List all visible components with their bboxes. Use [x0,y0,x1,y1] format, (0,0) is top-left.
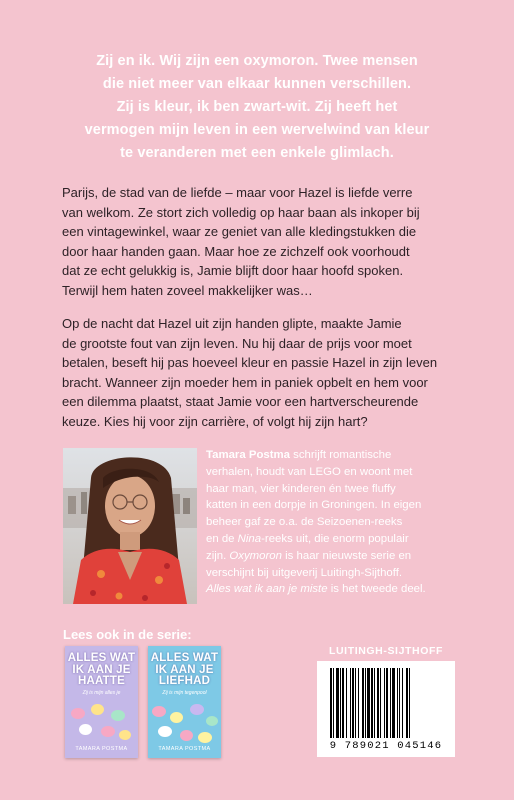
cover-author: TAMARA POSTMA [75,746,128,752]
blurb-line: keuze. Kies hij voor zijn carrière, of volgt hij zijn hart? [62,413,368,429]
candy-heart [198,732,212,743]
bio-text: en de [206,532,238,545]
publisher-name: LUITINGH-SIJTHOFF [328,645,444,657]
tagline-line: te veranderen met een enkele glimlach. [120,145,394,161]
blurb-line: de grootste fout van zijn leven. Nu hij daar de prijs voor moet [62,335,412,351]
bio-line: beheer gaf ze o.a. de Seizoenen-reeks [206,516,403,529]
bio-text: is het tweede deel. [327,583,426,596]
bio-line: haar man, vier kinderen én twee fluffy [206,482,396,495]
blurb-paragraph-1 [62,183,462,300]
author-bio [206,447,456,598]
bio-text: schrijft romantische [290,449,392,461]
blurb-line: een dilemma plaatst, staat Jamie voor een hartverscheurende [62,394,419,409]
author-photo-illustration [63,448,197,604]
bio-italic: Alles wat ik aan je miste [206,583,328,596]
bio-line [206,548,456,565]
blurb-line: dat ze echt gelukkig is, Jamie blijft door haar hoofd spoken. [62,263,404,278]
blurb-line: betalen, beseft hij pas hoeveel kleur en passie Hazel in zijn leven [62,355,438,370]
cover-title-line: LIEFHAD [158,675,211,687]
series-label: Lees ook in de serie: [63,627,192,642]
bio-line [206,447,456,464]
bio-italic: Nina [237,532,262,545]
candy-heart [101,726,115,737]
cover-title-line: IK AAN JE [155,663,214,676]
candy-heart [79,724,92,735]
cover-title-line: ALLES WAT [67,652,136,664]
blurb-line: bracht. Wanneer zijn moeder hem in paniek opbelt en hem voor [62,374,428,390]
author-photo [63,448,197,604]
bio-line: verhalen, houdt van LEGO en woont met [206,465,413,478]
blurb-line: door haar handen gaan. Maar hoe ze zichzelf ook voorhoudt [62,243,410,259]
bio-text: -reeks uit, die enorm populair [261,532,409,545]
cover-title [150,653,219,688]
blurb-line: Terwijl hem haten zoveel makkelijker was… [62,282,313,298]
barcode-bars [330,668,442,740]
candy-heart [170,712,183,723]
candy-heart [152,706,166,717]
blurb-line: een vintagewinkel, waar ze geniet van alle kledingstukken die [62,224,417,239]
cover-title [67,653,136,688]
bio-line [206,531,456,548]
tagline-line: Zij en ik. Wij zijn een oxymoron. Twee mensen [96,53,418,69]
bio-line [206,581,456,598]
tagline [60,50,454,165]
candy-heart [180,730,193,741]
blurb-line: Op de nacht dat Hazel uit zijn handen glipte, maakte Jamie [62,316,402,331]
tagline-line: vermogen mijn leven in een wervelwind van kleur [84,122,430,138]
isbn-number: 9 789021 045146 [329,740,443,752]
cover-title-line: HAATTE [78,675,125,687]
bio-line: verschijnt bij uitgeverij Luitingh-Sijthoff. [206,566,403,579]
tagline-line: die niet meer van elkaar kunnen verschillen. [102,76,412,92]
candy-heart [190,704,204,715]
cover-author: TAMARA POSTMA [158,746,211,752]
barcode [317,661,455,757]
candy-heart [158,726,172,737]
cover-title-line: IK AAN JE [72,663,131,676]
blurb-line: van welkom. Ze stort zich volledig op haar baan als inkoper bij [62,204,420,220]
bio-text: is haar nieuwste serie en [281,549,412,562]
cover-title-line: ALLES WAT [150,652,219,664]
candy-heart [119,730,131,740]
bio-italic: Oxymoron [229,549,282,562]
bio-line: katten in een dorpje in Groningen. In eigen [206,499,422,512]
candy-heart [111,710,125,721]
series-cover-2[interactable] [148,646,221,758]
cover-subtitle: Zij is mijn alles je [82,690,121,696]
cover-subtitle: Zij is mijn tegenpool [162,690,207,696]
candy-heart [206,716,218,726]
series-cover-1[interactable] [65,646,138,758]
author-name: Tamara Postma [206,449,290,461]
candy-heart [91,704,104,715]
blurb-paragraph-2 [62,314,462,431]
blurb-line: Parijs, de stad van de liefde – maar voor Hazel is liefde verre [62,185,413,200]
tagline-line: Zij is kleur, ik ben zwart-wit. Zij heeft het [116,99,398,115]
bio-text: zijn. [206,549,230,562]
candy-heart [71,708,85,719]
